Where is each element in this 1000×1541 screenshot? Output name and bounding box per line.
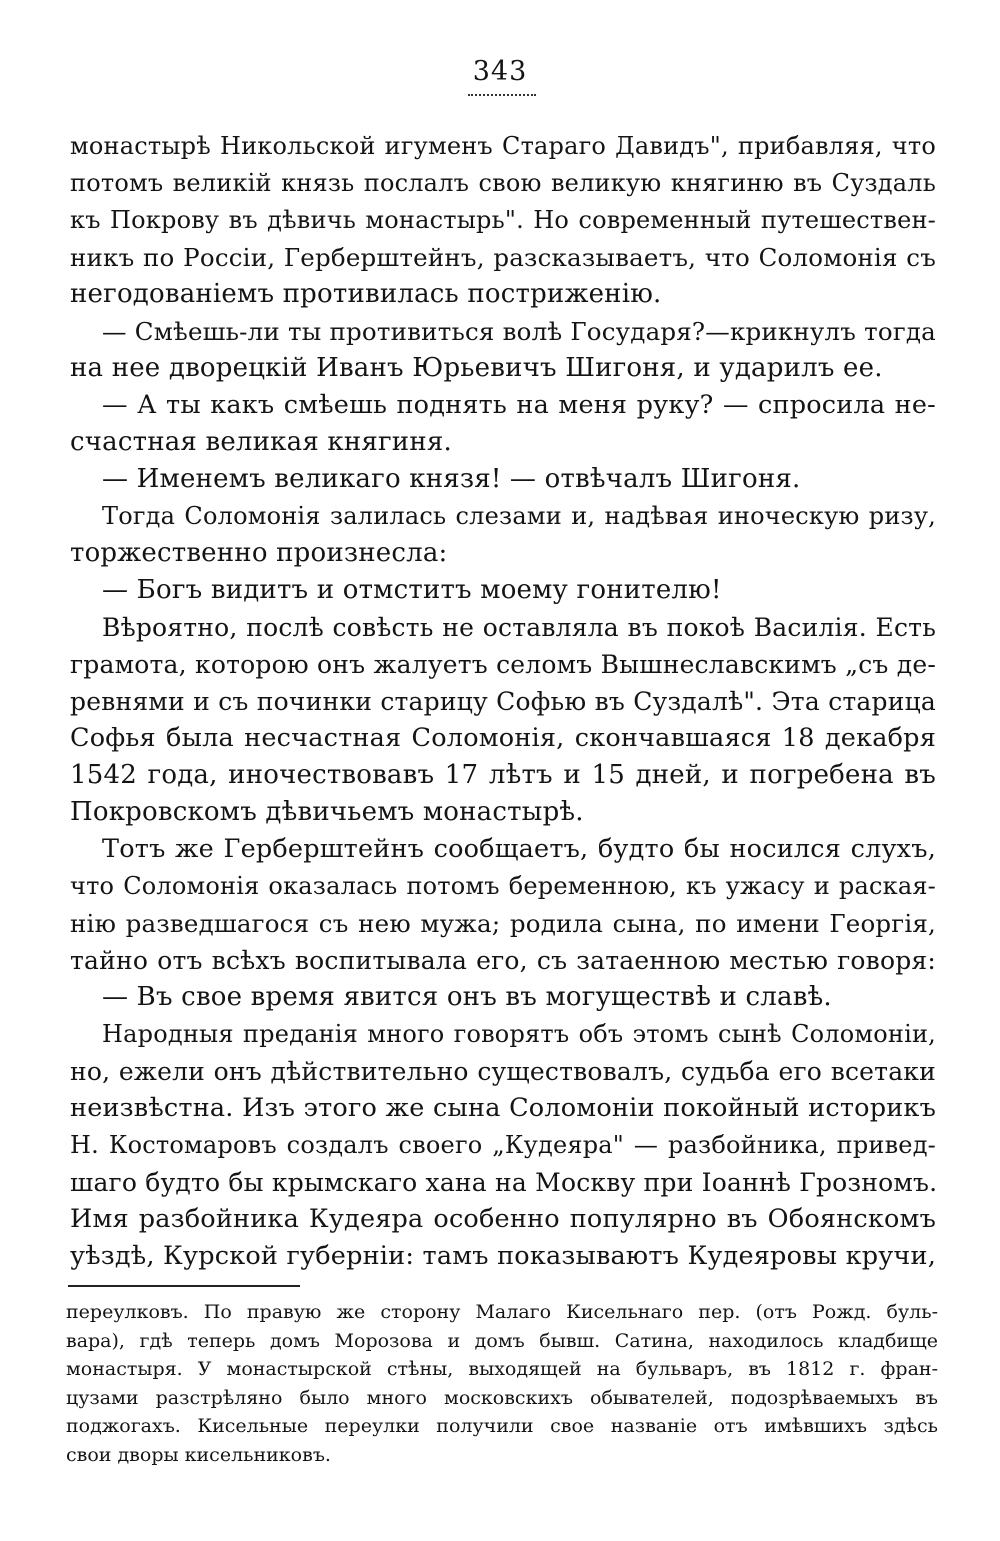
text-line: ревнями и съ починки старицу Софью въ Суздалѣ". Эта старица: [70, 687, 936, 716]
footnote-line: переулковъ. По правую же сторону Малаго Кисельнаго пер. (отъ Рожд. буль-: [66, 1301, 938, 1323]
text-line: что Соломонія оказалась потомъ беременною, къ ужасу и раская-: [70, 872, 936, 900]
footnote-line: вара), гдѣ теперь домъ Морозова и домъ бывш. Сатина, находилось кладбище: [66, 1329, 938, 1352]
text-line: на нее дворецкій Иванъ Юрьевичъ Шигоня, и ударилъ ее.: [70, 353, 883, 383]
footnote-line: свои дворы кисельниковъ.: [66, 1443, 331, 1466]
text-line: уѣздѣ, Курской губерніи: тамъ показываютъ Кудеяровы кручи,: [70, 1241, 936, 1271]
text-line: но, ежели онъ дѣйствительно существовалъ, судьба его всетаки: [70, 1057, 936, 1086]
text-line: Покровскомъ дѣвичьемъ монастырѣ.: [70, 797, 584, 827]
text-line: шаго будто бы крымскаго хана на Москву при Іоаннѣ Грозномъ.: [70, 1168, 938, 1197]
body-text: [70, 128, 936, 1275]
paragraph-first-line: Народныя преданія много говорятъ объ этомъ сынѣ Соломоніи,: [102, 1020, 936, 1048]
dialogue-line: — Смѣешь-ли ты противиться волѣ Государя?—крикнулъ тогда: [102, 317, 936, 346]
text-line: потомъ великій князь послалъ свою великую княгиню въ Суздаль: [70, 169, 936, 197]
text-line: монастырѣ Никольской игуменъ Стараго Давидъ", прибавляя, что: [70, 132, 936, 160]
dialogue-line: — Въ свое время явится онъ въ могуществѣ и славѣ.: [102, 982, 832, 1012]
text-line: къ Покрову въ дѣвичь монастырь". Но современный путешествен-: [70, 206, 936, 234]
footnote: [66, 1298, 938, 1469]
paragraph-first-line: Тогда Соломонія залилась слезами и, надѣвая иноческую ризу,: [102, 502, 936, 530]
text-line: 1542 года, иночествовавъ 17 лѣтъ и 15 дней, и погребена въ: [70, 760, 936, 790]
page-number: 343: [472, 56, 528, 87]
text-line: Имя разбойника Кудеяра особенно популярно въ Обоянскомъ: [70, 1204, 936, 1234]
paragraph-first-line: Тотъ же Герберштейнъ сообщаетъ, будто бы носился слухъ,: [102, 834, 936, 864]
text-line: счастная великая княгиня.: [70, 427, 452, 457]
dialogue-line: — Богъ видитъ и отмститъ моему гонителю!: [102, 575, 722, 605]
page-number-rule: [468, 94, 536, 96]
text-line: Н. Костомаровъ создалъ своего „Кудеяра" — разбойника, привед-: [70, 1131, 936, 1159]
text-line: негодованіемъ противилась постриженію.: [70, 279, 662, 309]
footnote-rule: [68, 1285, 300, 1287]
text-line: нію разведшагося съ нею мужа; родила сына, по имени Георгія,: [70, 909, 936, 938]
footnote-line: цузами разстрѣляно было много московскихъ обывателей, подозрѣваемыхъ въ: [66, 1386, 938, 1409]
text-line: торжественно произнесла:: [70, 538, 448, 568]
dialogue-line: — Именемъ великаго князя! — отвѣчалъ Шигоня.: [102, 464, 801, 494]
text-line: тайно отъ всѣхъ воспитывала его, съ затаенною местью говоря:: [70, 946, 936, 975]
footnote-line: монастыря. У монастырской стѣны, выходящей на бульваръ, въ 1812 г. фран-: [66, 1358, 938, 1380]
text-line: никъ по Россіи, Герберштейнъ, разсказываетъ, что Соломонія съ: [70, 243, 936, 272]
text-line: Софья была несчастная Соломонія, скончавшаяся 18 декабря: [70, 723, 936, 753]
paragraph-first-line: Вѣроятно, послѣ совѣсть не оставляла въ покоѣ Василія. Есть: [102, 613, 936, 642]
dialogue-line: — А ты какъ смѣешь поднять на меня руку? — спросила не-: [102, 390, 936, 420]
text-line: грамота, которою онъ жалуетъ селомъ Вышнеславскимъ „съ де-: [70, 650, 936, 679]
footnote-line: поджогахъ. Кисельные переулки получили свое названіе отъ имѣвшихъ здѣсь: [66, 1415, 938, 1437]
text-line: неизвѣстна. Изъ этого же сына Соломоніи покойный историкъ: [70, 1093, 936, 1123]
